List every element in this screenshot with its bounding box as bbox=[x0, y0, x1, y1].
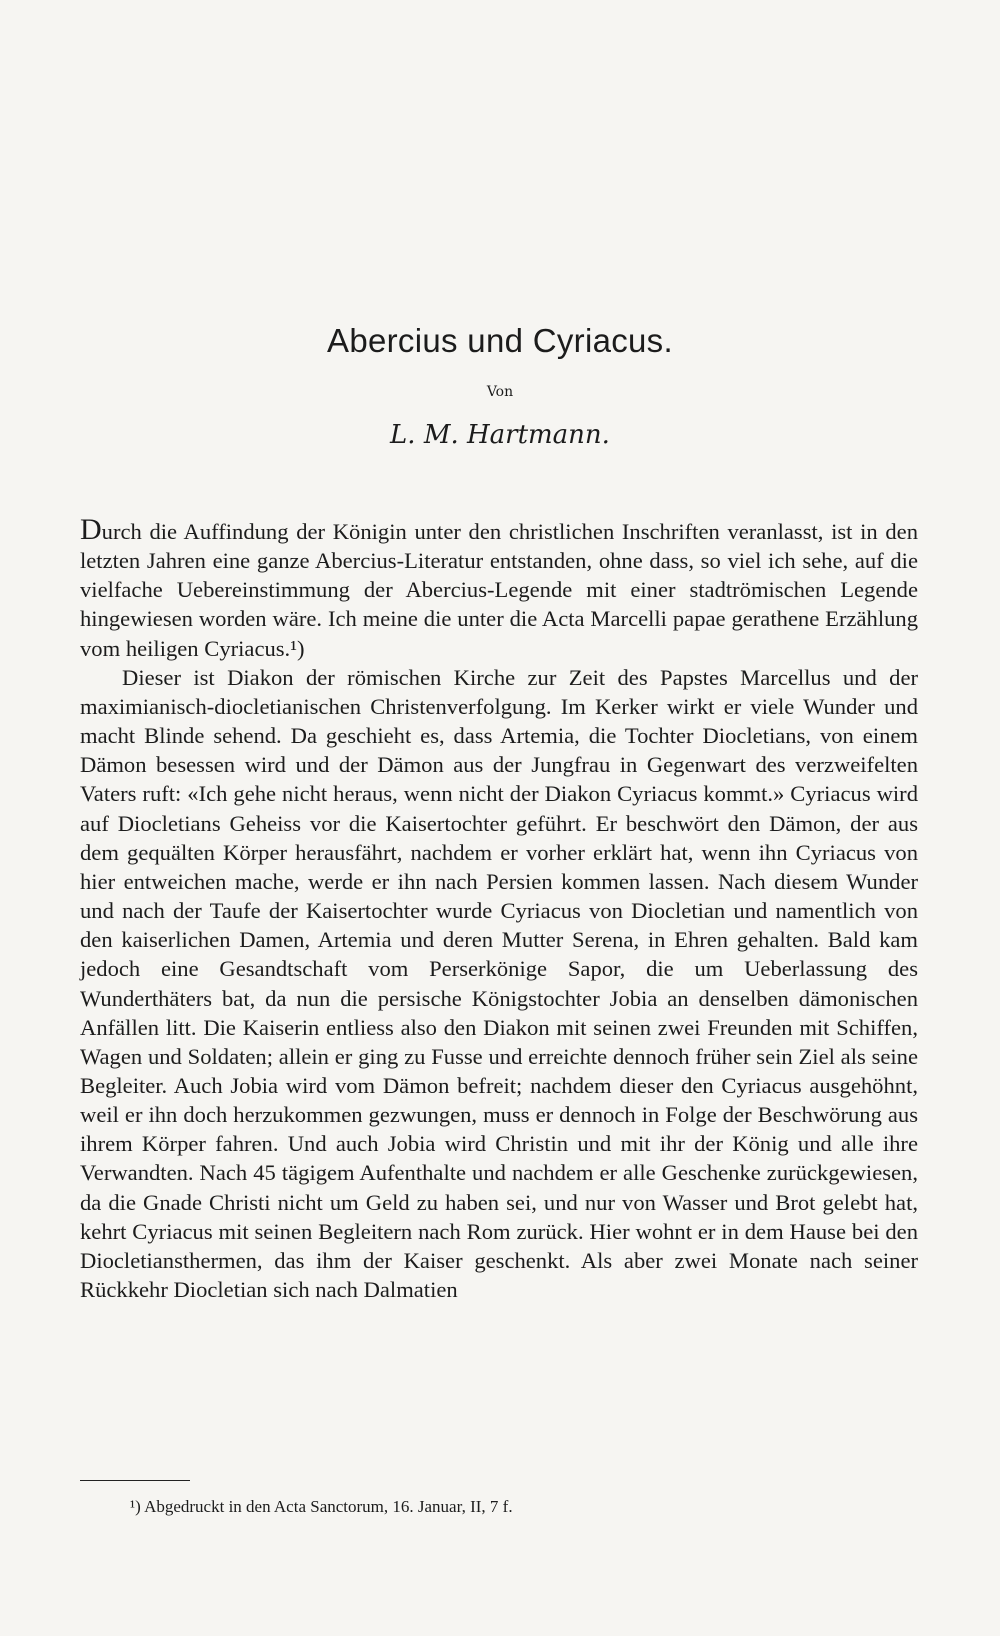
author-name: L. M. Hartmann. bbox=[390, 420, 610, 450]
footnote: ¹) Abgedruckt in den Acta Sanctorum, 16. Januar, II, 7 f. bbox=[130, 1497, 513, 1516]
footnote-divider bbox=[80, 1480, 190, 1481]
paragraph-1-text: urch die Auffindung der Königin unter den christlichen Inschriften veranlasst, ist in den letzten Jahren eine ganze Abercius-Literatur entstanden, ohne dass, so viel ich sehe, auf die vielfache Uebereinstimmung der Abercius-Legende mit einer stadtrömischen Legende hingewiesen worden wäre. Ich meine die unter die Acta Marcelli papae gerathene Erzählung vom heiligen Cyriacus.¹) bbox=[80, 519, 918, 661]
article-title: Abercius und Cyriacus. bbox=[327, 322, 673, 359]
byline-prefix: Von bbox=[486, 384, 514, 400]
paragraph-1 bbox=[80, 515, 918, 663]
paragraph-2: Dieser ist Diakon der römischen Kirche zur Zeit des Papstes Marcellus und der maximianisch-diocletianischen Christenverfolgung. Im Kerker wirkt er viele Wunder und macht Blinde sehend. Da geschieht es, dass Artemia, die Tochter Diocletians, von einem Dämon besessen wird und der Dämon aus der Jungfrau in Gegenwart des verzweifelten Vaters ruft: «Ich gehe nicht heraus, wenn nicht der Diakon Cyriacus kommt.» Cyriacus wird auf Diocletians Geheiss vor die Kaisertochter geführt. Er beschwört den Dämon, der aus dem gequälten Körper herausfährt, nachdem er vorher erklärt hat, wenn ihn Cyriacus von hier entweichen mache, werde er ihn nach Persien kommen lassen. Nach diesem Wunder und nach der Taufe der Kaisertochter wurde Cyriacus von Diocletian und namentlich von den kaiserlichen Damen, Artemia und deren Mutter Serena, in Ehren gehalten. Bald kam jedoch eine Gesandtschaft vom Perserkönige Sapor, die um Ueberlassung des Wunderthäters bat, da nun die persische Königstochter Jobia an denselben dämonischen Anfällen litt. Die Kaiserin entliess also den Diakon mit seinen zwei Freunden mit Schiffen, Wagen und Soldaten; allein er ging zu Fusse und erreichte dennoch früher sein Ziel als seine Begleiter. Auch Jobia wird vom Dämon befreit; nachdem dieser den Cyriacus ausgehöhnt, weil er ihn doch herzukommen gezwungen, muss er dennoch in Folge der Beschwörung aus ihrem Körper fahren. Und auch Jobia wird Christin und mit ihr der König und alle ihre Verwandten. Nach 45 tägigem Aufenthalte und nachdem er alle Geschenke zurückgewiesen, da die Gnade Christi nicht um Geld zu haben sei, und nur von Wasser und Brot gelebt hat, kehrt Cyriacus mit seinen Begleitern nach Rom zurück. Hier wohnt er in dem Hause bei den Diocletiansthermen, das ihm der Kaiser geschenkt. Als aber zwei Monate nach seiner Rückkehr Diocletian sich nach Dalmatien bbox=[80, 664, 918, 1303]
article-body bbox=[80, 515, 918, 1304]
initial-letter: D bbox=[80, 513, 102, 546]
